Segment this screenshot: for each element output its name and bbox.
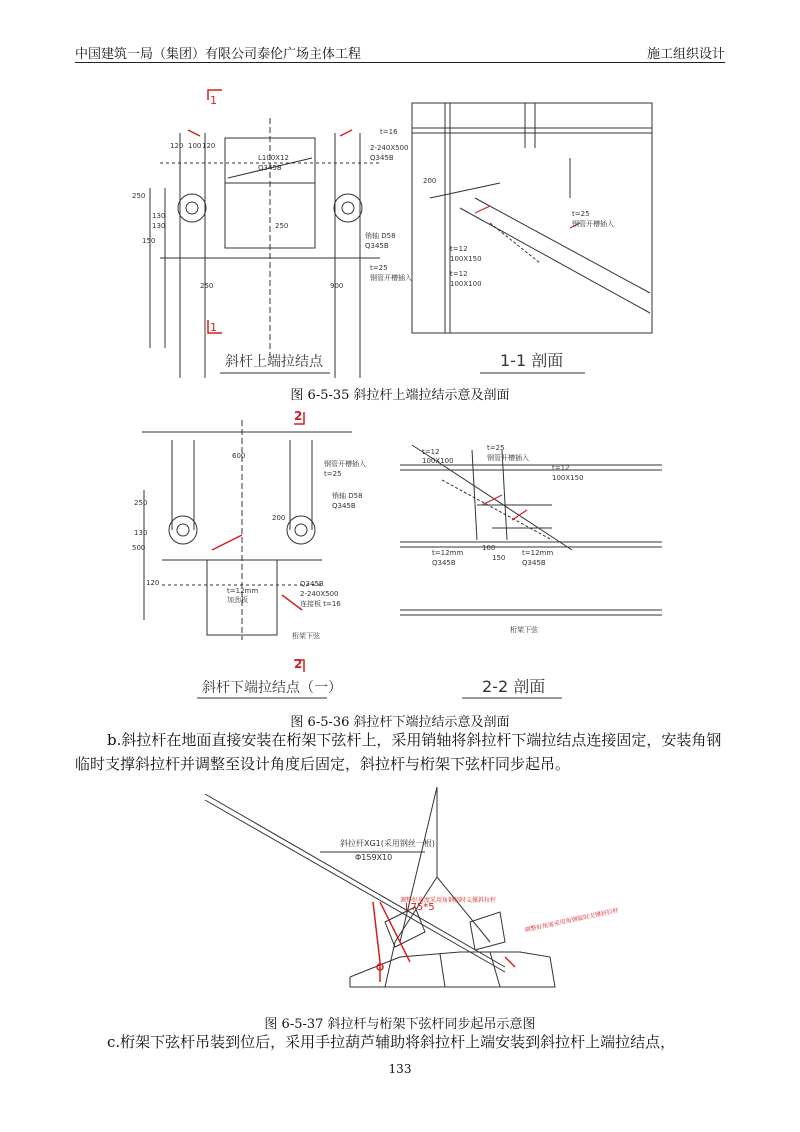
fig1-label: L100X12 — [258, 154, 289, 162]
fig1-section-mark-bottom: 1 — [210, 321, 217, 334]
fig2-label: 钢管开槽插入 — [487, 454, 529, 462]
fig1-label: Q345B — [365, 242, 389, 250]
fig1-label: 250 — [132, 192, 146, 200]
paragraph-c: c.桁架下弦杆吊装到位后，采用手拉葫芦辅助将斜拉杆上端安装到斜拉杆上端拉结点， — [107, 1033, 676, 1051]
fig3-note-2: 调整好角度采用角钢临时支撑斜拉杆 — [523, 907, 620, 934]
figure-upper-joint — [130, 88, 680, 384]
fig2-title-right: 2-2 剖面 — [482, 677, 546, 696]
fig2-label: 加劲板 — [227, 596, 248, 604]
fig1-label: 100X150 — [450, 255, 482, 263]
figure-caption: 图 6-5-36 斜拉杆下端拉结示意及剖面 — [290, 715, 510, 730]
fig1-label: 钢管开槽插入 — [572, 220, 614, 228]
fig2-label: 130 — [134, 529, 148, 537]
fig2-label: t=25 — [324, 470, 342, 478]
fig1-label: 150 — [142, 237, 156, 245]
fig2-section-mark-top: 2 — [294, 409, 303, 423]
header-rule — [75, 62, 725, 63]
fig1-label: t=25 — [370, 264, 388, 272]
page-header — [75, 40, 725, 62]
fig2-label: 钢管开槽插入 — [324, 460, 366, 468]
fig2-label: t=12 — [552, 464, 570, 472]
fig2-label: t=12mm — [522, 549, 554, 557]
fig1-label: 销轴 D58 — [365, 232, 396, 240]
fig1-label: 2-240X500 — [370, 144, 409, 152]
fig2-label: Q345B — [332, 502, 356, 510]
fig2-label: 150 — [492, 554, 506, 562]
fig1-label: Q345B — [258, 164, 282, 172]
fig2-label: 桁架下弦 — [292, 632, 320, 640]
fig2-label: 100X150 — [552, 474, 584, 482]
fig3-size-label: Φ159X10 — [355, 853, 393, 862]
fig3-note-1: 调整好角度采用角钢临时支撑斜拉杆 — [400, 897, 497, 904]
fig1-label: 100 — [188, 142, 202, 150]
fig1-label: 250 — [200, 282, 214, 290]
fig2-label: Q345B — [432, 559, 456, 567]
fig2-label: t=12 — [422, 448, 440, 456]
fig1-label: 100X100 — [450, 280, 482, 288]
fig1-label: 250 — [275, 222, 289, 230]
fig1-title-left: 斜杆上端拉结点 — [225, 354, 323, 370]
fig2-label: 200 — [272, 514, 286, 522]
fig2-label: t=12mm — [227, 587, 259, 595]
figure-lower-joint — [132, 410, 672, 710]
fig1-label: 120 — [202, 142, 216, 150]
fig1-title-right: 1-1 剖面 — [500, 351, 564, 370]
fig1-label: 900 — [330, 282, 344, 290]
fig1-label: t=12 — [450, 245, 468, 253]
fig1-label: 200 — [423, 177, 437, 185]
page-number: 133 — [388, 1062, 412, 1076]
fig1-label: 120 — [170, 142, 184, 150]
fig2-title-left: 斜杆下端拉结点（一） — [202, 680, 342, 696]
fig2-label: 桁架下弦 — [510, 626, 538, 634]
fig2-label: Q345B — [522, 559, 546, 567]
fig3-angle-label: L75*5 — [405, 902, 435, 913]
fig2-label: 2-240X500 — [300, 590, 339, 598]
fig1-label: t=25 — [572, 210, 590, 218]
fig2-label: 销轴 D58 — [332, 492, 363, 500]
fig3-rod-label: 斜拉杆XG1(采用钢丝一根) — [340, 839, 436, 848]
figure-caption: 图 6-5-35 斜拉杆上端拉结示意及剖面 — [290, 388, 510, 403]
fig2-label: 100 — [482, 544, 496, 552]
fig2-label: t=25 — [487, 444, 505, 452]
paragraph-b: b.斜拉杆在地面直接安装在桁架下弦杆上，采用销轴将斜拉杆下端拉结点连接固定，安装角钢临时支撑斜拉杆并调整至设计角度后固定，斜拉杆与桁架下弦杆同步起吊。 — [75, 731, 722, 773]
fig2-label: 120 — [146, 579, 160, 587]
fig2-label: 100X100 — [422, 457, 454, 465]
fig1-label: t=16 — [380, 128, 398, 136]
fig1-label: 130 — [152, 212, 166, 220]
figure-caption: 图 6-5-37 斜拉杆与桁架下弦杆同步起吊示意图 — [264, 1017, 536, 1032]
fig2-label: 600 — [232, 452, 246, 460]
fig2-label: Q345B — [300, 580, 324, 588]
fig1-label: 130 — [152, 222, 166, 230]
figure-lifting — [200, 782, 620, 1012]
header-project-title: 中国建筑一局（集团）有限公司泰伦广场主体工程 — [75, 47, 362, 62]
fig2-label: 250 — [134, 499, 148, 507]
fig1-label: Q345B — [370, 154, 394, 162]
fig1-section-mark-top: 1 — [210, 94, 217, 107]
fig1-label: 钢管开槽插入 — [370, 274, 412, 282]
fig2-label: 连接板 t=16 — [300, 600, 341, 608]
fig2-section-mark-bottom: 2 — [294, 657, 303, 671]
fig2-label: 500 — [132, 544, 146, 552]
fig2-label: t=12mm — [432, 549, 464, 557]
fig1-label: t=12 — [450, 270, 468, 278]
header-doc-type: 施工组织设计 — [646, 47, 725, 62]
